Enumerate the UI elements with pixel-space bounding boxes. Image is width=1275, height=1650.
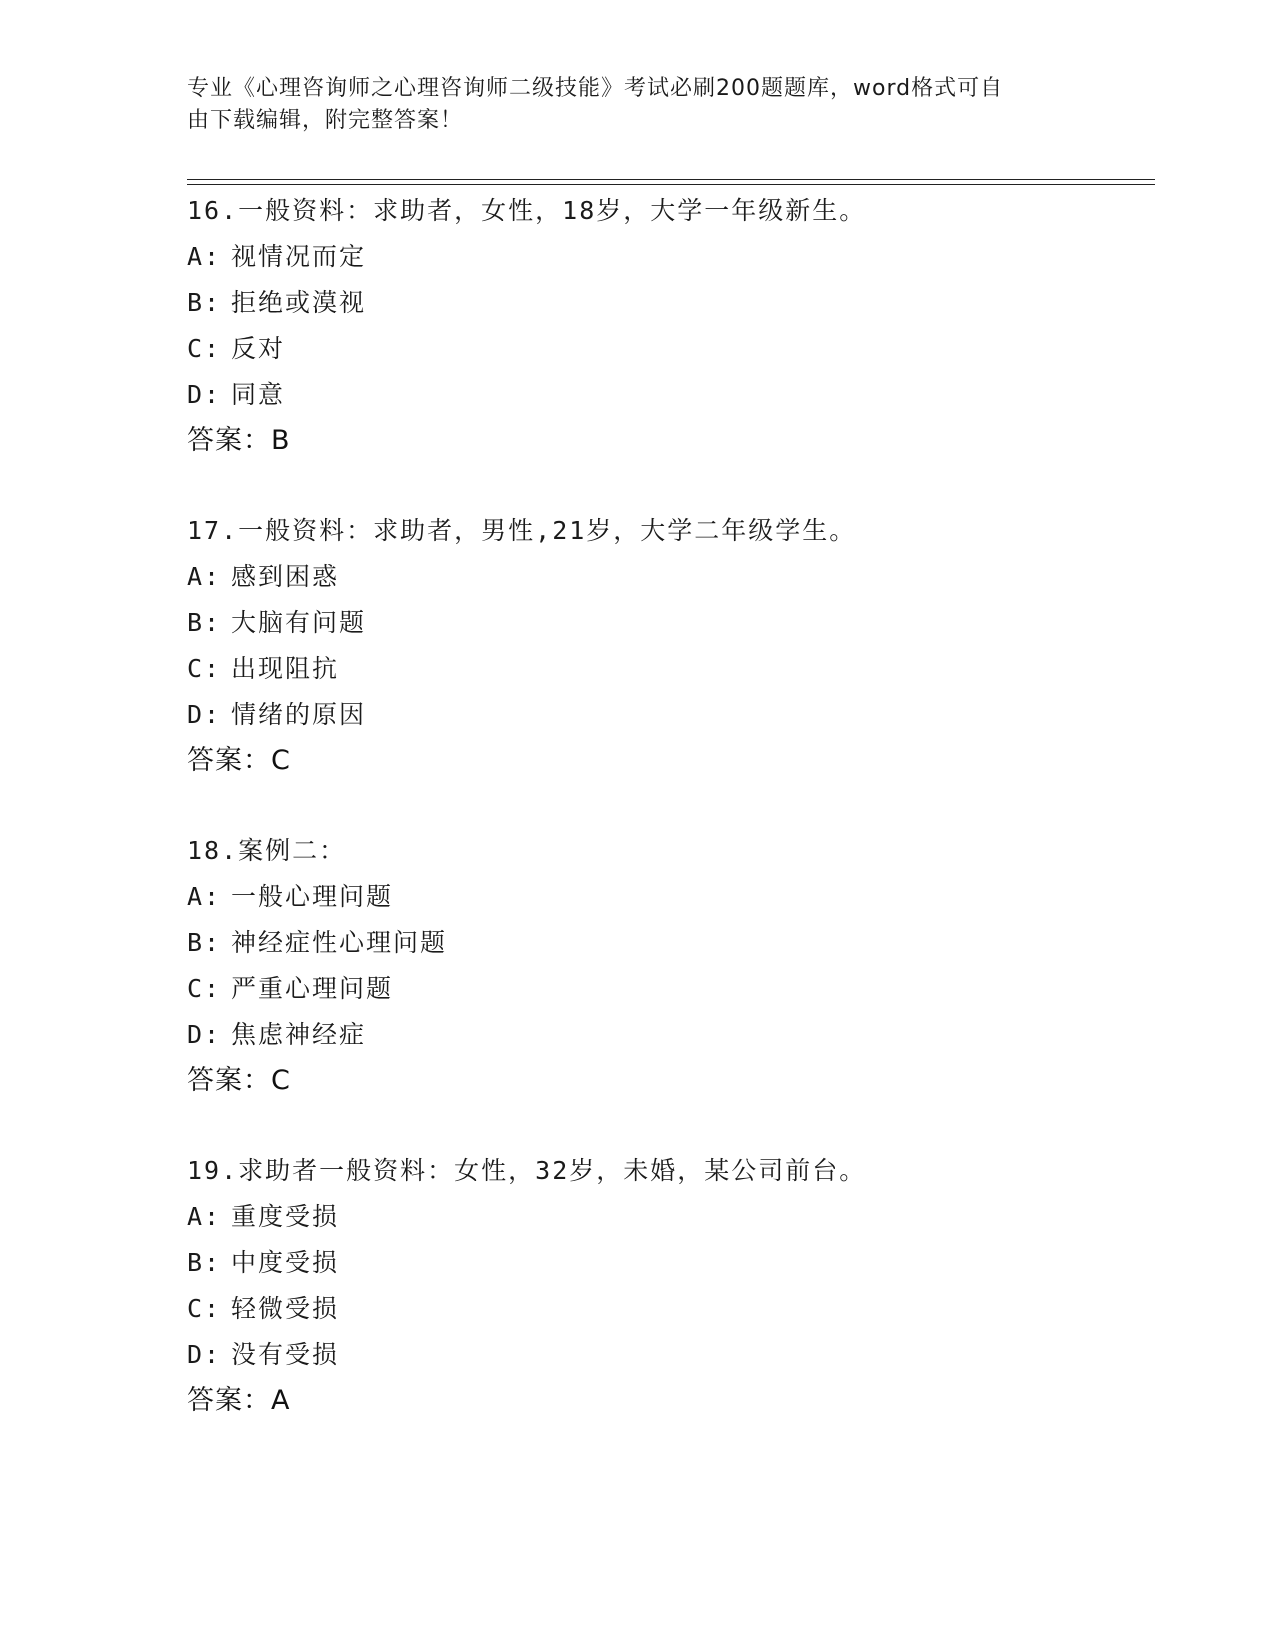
option-text: 感到困惑	[231, 562, 340, 591]
question-block	[187, 508, 1147, 784]
option-letter: A:	[187, 882, 222, 911]
question-stem: 17.一般资料：求助者，男性,21岁，大学二年级学生。	[187, 516, 857, 545]
option-letter: D:	[187, 1340, 222, 1369]
option-letter: C:	[187, 974, 222, 1003]
option-letter: B:	[187, 928, 222, 957]
option-letter: C:	[187, 654, 222, 683]
option-a	[187, 234, 1147, 280]
option-b	[187, 280, 1147, 326]
option-b	[187, 1240, 1147, 1286]
option-text: 大脑有问题	[231, 608, 367, 637]
option-text: 焦虑神经症	[231, 1020, 367, 1049]
header-line-2: 由下载编辑，附完整答案！	[187, 108, 464, 133]
option-text: 情绪的原因	[231, 700, 367, 729]
option-letter: C:	[187, 1294, 222, 1323]
option-c	[187, 646, 1147, 692]
option-letter: B:	[187, 608, 222, 637]
question-stem: 18.案例二：	[187, 836, 347, 865]
option-a	[187, 874, 1147, 920]
option-d	[187, 1332, 1147, 1378]
question-stem: 16.一般资料：求助者，女性，18岁，大学一年级新生。	[187, 196, 867, 225]
question-block	[187, 1148, 1147, 1424]
option-text: 一般心理问题	[231, 882, 394, 911]
option-text: 中度受损	[231, 1248, 340, 1277]
option-text: 没有受损	[231, 1340, 340, 1369]
option-text: 反对	[231, 334, 286, 363]
question-stem: 19.求助者一般资料：女性，32岁，未婚，某公司前台。	[187, 1156, 867, 1185]
option-letter: A:	[187, 562, 222, 591]
question-block	[187, 828, 1147, 1104]
option-letter: B:	[187, 1248, 222, 1277]
option-letter: D:	[187, 380, 222, 409]
header-divider-bottom	[187, 184, 1155, 185]
document-header	[187, 73, 1067, 137]
option-d	[187, 372, 1147, 418]
option-text: 拒绝或漠视	[231, 288, 367, 317]
answer-line: 答案：A	[187, 1385, 291, 1416]
option-letter: B:	[187, 288, 222, 317]
option-a	[187, 554, 1147, 600]
option-text: 严重心理问题	[231, 974, 394, 1003]
answer-line: 答案：C	[187, 1065, 291, 1096]
option-letter: A:	[187, 242, 222, 271]
answer-line: 答案：B	[187, 425, 291, 456]
option-text: 视情况而定	[231, 242, 367, 271]
option-text: 重度受损	[231, 1202, 340, 1231]
option-c	[187, 1286, 1147, 1332]
option-d	[187, 692, 1147, 738]
option-b	[187, 600, 1147, 646]
option-b	[187, 920, 1147, 966]
option-letter: D:	[187, 1020, 222, 1049]
header-line-1: 专业《心理咨询师之心理咨询师二级技能》考试必刷200题题库，word格式可自	[187, 76, 1004, 101]
option-text: 同意	[231, 380, 286, 409]
option-text: 轻微受损	[231, 1294, 340, 1323]
option-letter: C:	[187, 334, 222, 363]
option-letter: D:	[187, 700, 222, 729]
option-c	[187, 966, 1147, 1012]
option-d	[187, 1012, 1147, 1058]
option-letter: A:	[187, 1202, 222, 1231]
option-text: 神经症性心理问题	[231, 928, 448, 957]
answer-line: 答案：C	[187, 745, 291, 776]
option-text: 出现阻抗	[231, 654, 340, 683]
header-divider-top	[187, 179, 1155, 180]
question-block	[187, 188, 1147, 464]
option-c	[187, 326, 1147, 372]
option-a	[187, 1194, 1147, 1240]
